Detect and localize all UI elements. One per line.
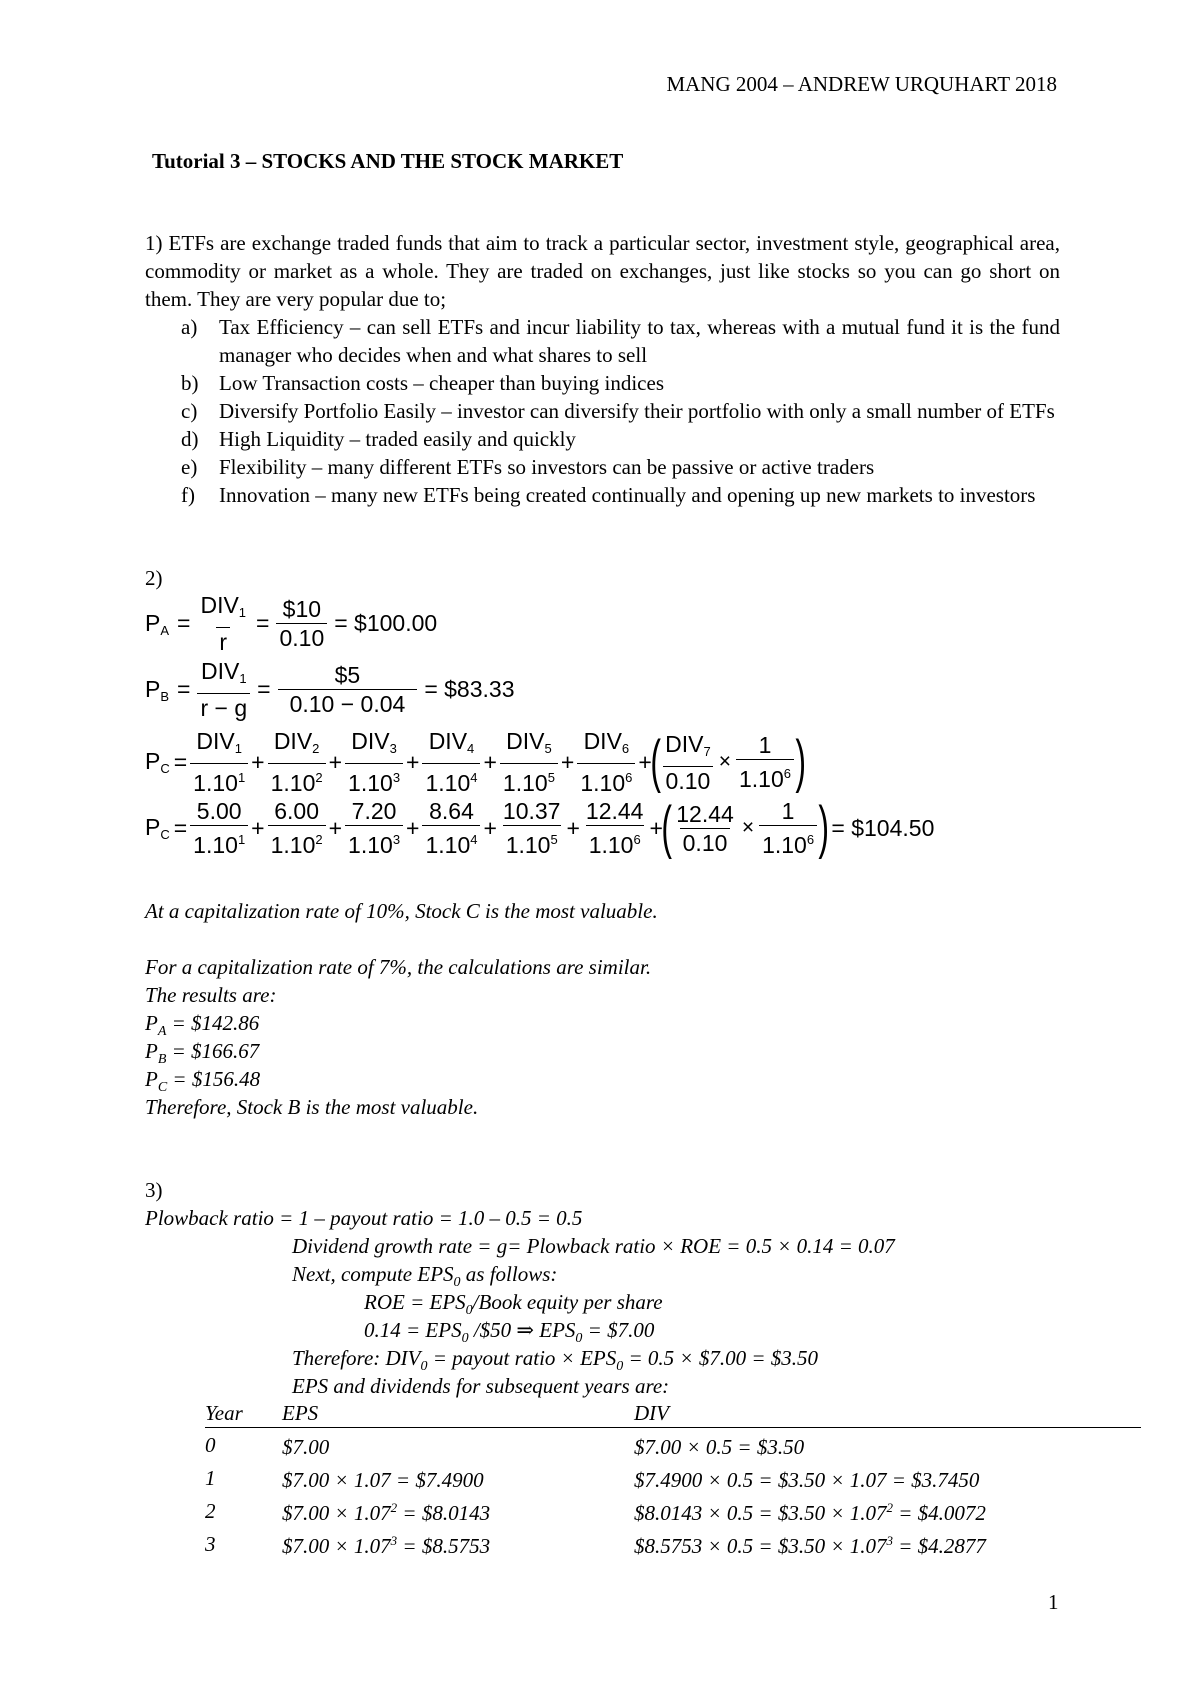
next-line: Next, compute $EPS_0$ as follows: (292, 1262, 558, 1291)
list-item-text: Flexibility – many different ETFs so investors can be passive or active traders (219, 455, 875, 479)
fraction: $\frac{8.64}{1.10^4}$ (422, 798, 480, 858)
conclusion-10-percent: At a capitalization rate of 10%, Stock C is the most valuable. (145, 899, 658, 923)
equation-lhs: $P_A$ (145, 609, 170, 638)
cell-year: 2 (205, 1498, 216, 1523)
equation-lhs: $P_C$ (145, 814, 170, 842)
equation-pc-general: $P_C$ = $\frac{DIV_1}{1.10^1}$ + $\frac{DIV_2}{1.10^2}$ + $\frac{DIV_3}{1.10^3}$ + $\frac{DIV_4}{1.10^4}$ + $\frac{DIV_5}{1.10^5}$ + $\frac{DIV_6}{1.10^6}$ + ( $\frac{DIV_7}{0.10}$ × $\frac{1}{1.10^6}$ ) (145, 728, 806, 796)
column-header-div: DIV (634, 1399, 1141, 1428)
fraction: $\frac{1}{1.10^6}$ (736, 732, 794, 792)
fraction: $\frac{DIV_1}{r}$ (200, 592, 247, 655)
fraction: $\frac{DIV_3}{1.10^3}$ (345, 728, 403, 796)
fraction: $\frac{DIV_2}{1.10^2}$ (268, 728, 326, 796)
equation-pa: $P_A$ = $\frac{DIV_1}{r}$ = $\frac{\$10}{0.10}$ = $100.00 (145, 592, 438, 655)
cell-eps: $7.00 × $1.07^3$ = $8.5753 (282, 1533, 491, 1558)
list-item-text: Tax Efficiency – can sell ETFs and incur liability to tax, whereas with a mutual fund it is the fund manager who decides when and what shares to sell (219, 315, 1060, 367)
fraction: $\frac{12.44}{0.10}$ (676, 800, 734, 856)
list-item-label: b) (181, 371, 199, 395)
table-header-row (205, 1399, 1141, 1428)
fraction: $\frac{DIV_5}{1.10^5}$ (500, 728, 558, 796)
page-number: 1 (1048, 1590, 1059, 1614)
conclusion-7-percent: Therefore, Stock B is the most valuable. (145, 1095, 479, 1119)
table-row (205, 1494, 1141, 1527)
right-parenthesis: ) (795, 729, 806, 794)
cell-year: 1 (205, 1465, 216, 1490)
text-results-are: The results are: (145, 983, 277, 1007)
fraction: $\frac{DIV_6}{1.10^6}$ (577, 728, 635, 796)
cell-eps: $7.00 × $1.07^2$ = $8.0143 (282, 1500, 491, 1525)
fraction: $\frac{7.20}{1.10^3}$ (345, 798, 403, 858)
cell-div: $8.5753 × 0.5 = $3.50 × $1.07^3$ = $4.2877 (634, 1533, 986, 1558)
equation-pb: $P_B$ = $\frac{DIV_1}{r - g}$ = $\frac{\$5}{0.10 - 0.04}$ = $83.33 (145, 658, 515, 721)
text-7-percent: For a capitalization rate of 7%, the calculations are similar. (145, 955, 652, 979)
list-item-label: a) (181, 315, 198, 339)
page-header: MANG 2004 – ANDREW URQUHART 2018 (666, 72, 1057, 96)
growth-line: Dividend growth rate = g= Plowback ratio × ROE = 0.5 × 0.14 = 0.07 (292, 1234, 895, 1258)
fraction: $\frac{\$5}{0.10 - 0.04}$ (278, 662, 418, 717)
page-title: Tutorial 3 – STOCKS AND THE STOCK MARKET (152, 149, 624, 173)
list-item (145, 397, 1060, 425)
roe-line: ROE = $EPS_0$/Book equity per share (364, 1290, 663, 1319)
result-pc: $P_C$ = $156.48 (145, 1067, 261, 1096)
list-item-text: Low Transaction costs – cheaper than buying indices (219, 371, 664, 395)
table-row (205, 1527, 1141, 1560)
list-item-label: f) (181, 483, 195, 507)
table-row (205, 1461, 1141, 1494)
result-pb: $P_B$ = $166.67 (145, 1039, 260, 1068)
list-item-text: High Liquidity – traded easily and quickly (219, 427, 576, 451)
fraction: $\frac{1}{1.10^6}$ (759, 798, 817, 858)
fraction: $\frac{\$10}{0.10}$ (276, 596, 327, 651)
list-item-text: Innovation – many new ETFs being created continually and opening up new markets to investors (219, 483, 1036, 507)
plowback-line: Plowback ratio = 1 – payout ratio = 1.0 – 0.5 = 0.5 (145, 1206, 583, 1230)
column-header-eps: EPS (282, 1399, 634, 1428)
etf-benefits-list (145, 313, 1060, 509)
question-3-label: 3) (145, 1178, 163, 1202)
equation-result: = $83.33 (424, 676, 515, 702)
list-item-text: Diversify Portfolio Easily – investor can diversify their portfolio with only a small number of ETFs (219, 399, 1055, 423)
cell-eps: $7.00 × 1.07 = $7.4900 (282, 1468, 484, 1492)
subsequent-line: EPS and dividends for subsequent years are: (292, 1374, 670, 1398)
fraction: $\frac{DIV_4}{1.10^4}$ (422, 728, 480, 796)
column-header-year: Year (205, 1399, 282, 1428)
fraction: $\frac{12.44}{1.10^6}$ (585, 798, 644, 858)
question-1 (145, 229, 1060, 509)
cell-div: $8.0143 × 0.5 = $3.50 × $1.07^2$ = $4.0072 (634, 1500, 986, 1525)
list-item (145, 453, 1060, 481)
list-item (145, 481, 1060, 509)
cell-year: 0 (205, 1432, 216, 1457)
equation-result: = $104.50 (831, 814, 935, 841)
cell-div: $7.00 × 0.5 = $3.50 (634, 1435, 805, 1459)
equation-pc-values: $P_C$ = $\frac{5.00}{1.10^1}$ + $\frac{6.00}{1.10^2}$ + $\frac{7.20}{1.10^3}$ + $\frac{8.64}{1.10^4}$ + $\frac{10.37}{1.10^5}$ + $\frac{12.44}{1.10^6}$ + ( $\frac{12.44}{0.10}$ × $\frac{1}{1.10^6}$ ) = $104.50 (145, 795, 935, 860)
fraction: $\frac{DIV_7}{0.10}$ (662, 731, 714, 794)
equation-lhs: $P_B$ (145, 675, 170, 704)
fraction: $\frac{DIV_1}{r - g}$ (197, 658, 250, 721)
equation-result: = $100.00 (334, 610, 438, 636)
eps-dividends-table (205, 1399, 1141, 1560)
equation-lhs: $P_C$ (145, 748, 170, 776)
left-parenthesis: ( (661, 795, 672, 860)
list-item-label: d) (181, 427, 199, 451)
table-row (205, 1428, 1141, 1462)
calc-line: $0.14 = EPS_0$ /$50 ⇒ $EPS_0$ = $7.00 (364, 1318, 655, 1347)
cell-eps: $7.00 (282, 1435, 330, 1459)
list-item-label: c) (181, 399, 198, 423)
fraction: $\frac{10.37}{1.10^5}$ (502, 798, 561, 858)
fraction: $\frac{6.00}{1.10^2}$ (268, 798, 326, 858)
fraction: $\frac{DIV_1}{1.10^1}$ (190, 728, 248, 796)
result-pa: $P_A$ = $142.86 (145, 1011, 260, 1040)
list-item-label: e) (181, 455, 198, 479)
question-2-label: 2) (145, 566, 163, 590)
question-1-intro: 1) ETFs are exchange traded funds that aim to track a particular sector, investment style, geographical area, commodity or market as a whole. They are traded on exchanges, just like stocks so you can go short on them. They are very popular due to; (145, 231, 1060, 311)
right-parenthesis: ) (818, 795, 830, 860)
fraction: $\frac{5.00}{1.10^1}$ (190, 798, 248, 858)
cell-div: $7.4900 × 0.5 = $3.50 × 1.07 = $3.7450 (634, 1468, 980, 1492)
therefore-line: Therefore: $DIV_0$ = payout ratio × $EPS_0 = 0.5$ × $7.00 = $3.50 (292, 1346, 819, 1375)
list-item (145, 369, 1060, 397)
list-item (145, 425, 1060, 453)
cell-year: 3 (205, 1531, 216, 1556)
list-item (145, 313, 1060, 369)
left-parenthesis: ( (650, 729, 661, 794)
